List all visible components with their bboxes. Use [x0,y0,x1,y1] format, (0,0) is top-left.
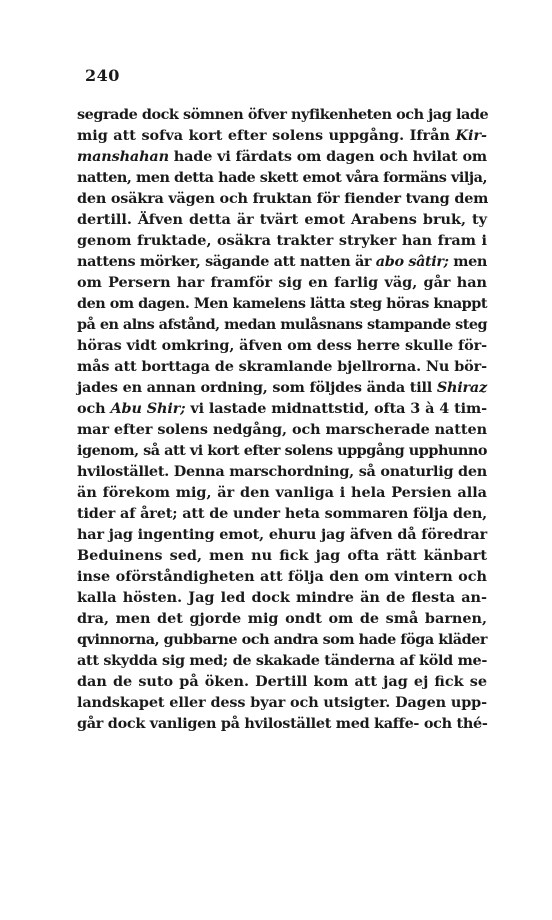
text-line [77,209,487,230]
text-line [77,167,487,188]
text-segment: inse oförståndigheten att följa den om vintern och [77,568,487,585]
text-line [77,566,487,587]
text-segment: mar efter solens nedgång, och marscherade natten [77,421,487,438]
text-line [77,671,487,692]
text-segment: har jag ingenting emot, ehuru jag äfven då föredrar [77,526,487,543]
text-segment: jades en annan ordning, som följdes ända till [77,379,437,396]
text-segment: hvilostället. Denna marschordning, så onaturlig den [77,463,487,480]
text-segment: igenom, så att vi kort efter solens uppgång upphunno [77,442,487,459]
text-line [77,650,487,671]
text-line [77,377,487,398]
text-line [77,272,487,293]
text-line [77,608,487,629]
text-line [77,545,487,566]
text-line [77,587,487,608]
text-line [77,461,487,482]
text-segment: och [77,400,111,417]
text-segment: mig att sofva kort efter solens uppgång. Ifrån [77,127,456,144]
text-segment: natten, men detta hade skett emot våra formäns vilja, [77,169,487,186]
italic-term: Abu Shir; [110,400,186,417]
text-line [77,440,487,461]
text-segment: den osäkra vägen och fruktan för fiender tvang dem [77,190,489,207]
text-line [77,104,487,125]
text-line [77,314,487,335]
text-line [77,125,487,146]
text-line [77,692,487,713]
text-line [77,503,487,524]
text-segment: dan de suto på öken. Dertill kom att jag ej fick se [77,673,487,690]
text-line [77,713,487,734]
text-line [77,629,487,650]
text-segment: qvinnorna, gubbarne och andra som hade föga kläder [77,631,487,648]
text-line [77,230,487,251]
text-segment: höras vidt omkring, äfven om dess herre skulle för- [77,337,487,354]
text-segment: vi lastade midnattstid, ofta 3 à 4 tim- [185,400,487,417]
text-line [77,482,487,503]
text-segment: dra, men det gjorde mig ondt om de små barnen, [77,610,487,627]
italic-term: manshahan [77,148,169,165]
text-segment: men [448,253,487,270]
text-segment: mås att borttaga de skramlande bjellrorna. Nu bör- [77,358,487,375]
italic-term: abo sâtir; [375,253,449,270]
page-number: 240 [85,66,120,85]
text-line [77,146,487,167]
text-segment: den om dagen. Men kamelens lätta steg höras knappt [77,295,487,312]
text-line [77,251,487,272]
text-segment: dertill. Äfven detta är tvärt emot Arabens bruk, ty [77,211,487,228]
text-line [77,398,487,419]
italic-term: Shiraz [436,379,487,396]
text-segment: att skydda sig med; de skakade tänderna af köld me- [77,652,487,669]
text-segment: hade vi färdats om dagen och hvilat om [168,148,487,165]
text-line [77,188,487,209]
text-segment: går dock vanligen på hvilostället med kaffe- och thé- [77,715,488,732]
text-line [77,419,487,440]
text-line [77,524,487,545]
text-segment: kalla hösten. Jag led dock mindre än de flesta an- [77,589,487,606]
text-segment: landskapet eller dess byar och utsigter. Dagen upp- [77,694,487,711]
text-line [77,335,487,356]
text-segment: än förekom mig, är den vanliga i hela Persien alla [77,484,487,501]
text-segment: genom fruktade, osäkra trakter stryker han fram i [77,232,487,249]
italic-term: Kir- [455,127,487,144]
text-line [77,293,487,314]
text-segment: Beduinens sed, men nu fick jag ofta rätt känbart [77,547,487,564]
text-segment: nattens mörker, sägande att natten är [77,253,376,270]
text-segment: tider af året; att de under heta sommaren följa den, [77,505,487,522]
body-text [77,104,487,734]
text-segment: om Persern har framför sig en farlig väg, går han [77,274,487,291]
text-segment: på en alns afstånd, medan mulåsnans stampande steg [77,316,487,333]
text-segment: segrade dock sömnen öfver nyfikenheten och jag lade [77,106,489,123]
text-line [77,356,487,377]
